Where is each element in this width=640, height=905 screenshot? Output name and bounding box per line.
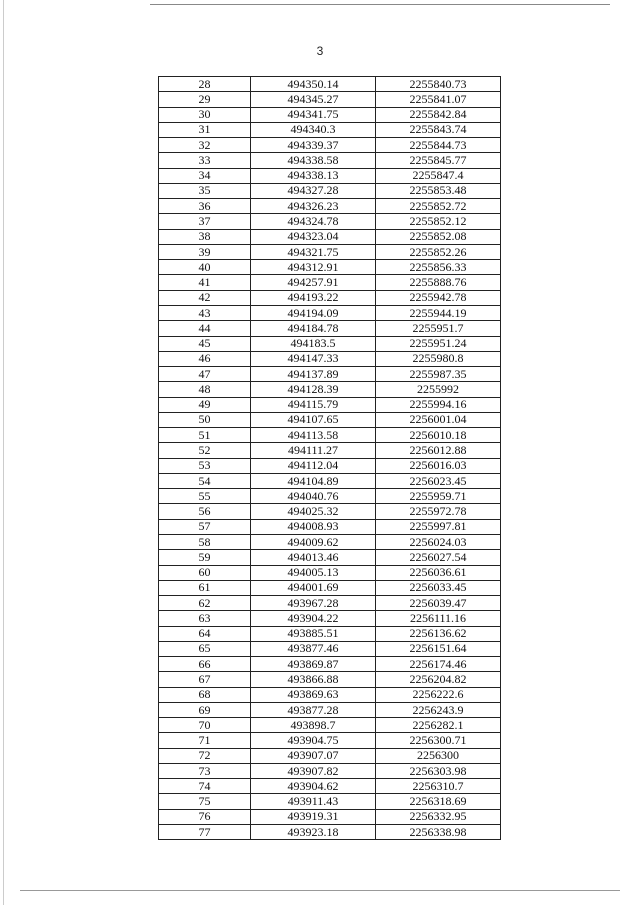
table-row [159, 748, 501, 763]
table-row [159, 107, 501, 122]
x-coordinate-cell: 494025.32 [251, 504, 376, 519]
x-coordinate-cell: 494040.76 [251, 489, 376, 504]
point-number-cell: 77 [159, 825, 251, 840]
point-number-cell: 32 [159, 138, 251, 153]
y-coordinate-cell: 2256033.45 [376, 580, 501, 595]
y-coordinate-cell: 2255852.72 [376, 199, 501, 214]
table-row [159, 565, 501, 580]
point-number-cell: 36 [159, 199, 251, 214]
x-coordinate-cell: 494013.46 [251, 550, 376, 565]
x-coordinate-cell: 494009.62 [251, 534, 376, 549]
x-coordinate-cell: 493877.46 [251, 641, 376, 656]
point-number-cell: 71 [159, 733, 251, 748]
point-number-cell: 61 [159, 580, 251, 595]
y-coordinate-cell: 2256036.61 [376, 565, 501, 580]
point-number-cell: 48 [159, 382, 251, 397]
bottom-scan-line [20, 890, 620, 891]
point-number-cell: 39 [159, 244, 251, 259]
point-number-cell: 64 [159, 626, 251, 641]
point-number-cell: 63 [159, 611, 251, 626]
point-number-cell: 34 [159, 168, 251, 183]
x-coordinate-cell: 494312.91 [251, 260, 376, 275]
x-coordinate-cell: 493869.87 [251, 657, 376, 672]
x-coordinate-cell: 494345.27 [251, 92, 376, 107]
table-row [159, 382, 501, 397]
coordinates-table [158, 76, 501, 840]
y-coordinate-cell: 2255843.74 [376, 122, 501, 137]
x-coordinate-cell: 493885.51 [251, 626, 376, 641]
point-number-cell: 43 [159, 305, 251, 320]
table-row [159, 519, 501, 534]
y-coordinate-cell: 2256012.88 [376, 443, 501, 458]
point-number-cell: 57 [159, 519, 251, 534]
y-coordinate-cell: 2256338.98 [376, 825, 501, 840]
x-coordinate-cell: 493911.43 [251, 794, 376, 809]
y-coordinate-cell: 2255951.24 [376, 336, 501, 351]
table-row [159, 229, 501, 244]
y-coordinate-cell: 2256300.71 [376, 733, 501, 748]
x-coordinate-cell: 493967.28 [251, 596, 376, 611]
point-number-cell: 29 [159, 92, 251, 107]
y-coordinate-cell: 2256204.82 [376, 672, 501, 687]
point-number-cell: 45 [159, 336, 251, 351]
point-number-cell: 68 [159, 687, 251, 702]
table-row [159, 779, 501, 794]
table-row [159, 473, 501, 488]
x-coordinate-cell: 493904.22 [251, 611, 376, 626]
x-coordinate-cell: 494338.13 [251, 168, 376, 183]
y-coordinate-cell: 2256010.18 [376, 428, 501, 443]
y-coordinate-cell: 2255888.76 [376, 275, 501, 290]
table-row [159, 351, 501, 366]
x-coordinate-cell: 494193.22 [251, 290, 376, 305]
x-coordinate-cell: 493869.63 [251, 687, 376, 702]
y-coordinate-cell: 2255942.78 [376, 290, 501, 305]
point-number-cell: 55 [159, 489, 251, 504]
table-row [159, 534, 501, 549]
table-row [159, 443, 501, 458]
x-coordinate-cell: 493877.28 [251, 702, 376, 717]
point-number-cell: 28 [159, 77, 251, 92]
y-coordinate-cell: 2256016.03 [376, 458, 501, 473]
x-coordinate-cell: 494350.14 [251, 77, 376, 92]
point-number-cell: 76 [159, 809, 251, 824]
y-coordinate-cell: 2255856.33 [376, 260, 501, 275]
y-coordinate-cell: 2255994.16 [376, 397, 501, 412]
x-coordinate-cell: 494104.89 [251, 473, 376, 488]
y-coordinate-cell: 2255841.07 [376, 92, 501, 107]
y-coordinate-cell: 2255980.8 [376, 351, 501, 366]
table-row [159, 168, 501, 183]
y-coordinate-cell: 2256310.7 [376, 779, 501, 794]
y-coordinate-cell: 2256039.47 [376, 596, 501, 611]
x-coordinate-cell: 494112.04 [251, 458, 376, 473]
x-coordinate-cell: 494321.75 [251, 244, 376, 259]
x-coordinate-cell: 493904.75 [251, 733, 376, 748]
y-coordinate-cell: 2256243.9 [376, 702, 501, 717]
point-number-cell: 54 [159, 473, 251, 488]
x-coordinate-cell: 494324.78 [251, 214, 376, 229]
point-number-cell: 70 [159, 718, 251, 733]
x-coordinate-cell: 494147.33 [251, 351, 376, 366]
x-coordinate-cell: 494339.37 [251, 138, 376, 153]
top-scan-line [150, 4, 610, 5]
table-row [159, 305, 501, 320]
point-number-cell: 66 [159, 657, 251, 672]
point-number-cell: 46 [159, 351, 251, 366]
point-number-cell: 44 [159, 321, 251, 336]
point-number-cell: 69 [159, 702, 251, 717]
table-row [159, 687, 501, 702]
table-row [159, 428, 501, 443]
y-coordinate-cell: 2256282.1 [376, 718, 501, 733]
point-number-cell: 47 [159, 367, 251, 382]
y-coordinate-cell: 2255997.81 [376, 519, 501, 534]
table-row [159, 641, 501, 656]
y-coordinate-cell: 2255852.12 [376, 214, 501, 229]
table-row [159, 260, 501, 275]
y-coordinate-cell: 2256332.95 [376, 809, 501, 824]
table-row [159, 244, 501, 259]
x-coordinate-cell: 494326.23 [251, 199, 376, 214]
point-number-cell: 52 [159, 443, 251, 458]
table-row [159, 336, 501, 351]
point-number-cell: 42 [159, 290, 251, 305]
x-coordinate-cell: 494327.28 [251, 183, 376, 198]
point-number-cell: 60 [159, 565, 251, 580]
y-coordinate-cell: 2255845.77 [376, 153, 501, 168]
point-number-cell: 65 [159, 641, 251, 656]
table-row [159, 794, 501, 809]
table-row [159, 550, 501, 565]
point-number-cell: 72 [159, 748, 251, 763]
point-number-cell: 53 [159, 458, 251, 473]
table-row [159, 77, 501, 92]
table-row [159, 718, 501, 733]
y-coordinate-cell: 2255987.35 [376, 367, 501, 382]
point-number-cell: 67 [159, 672, 251, 687]
point-number-cell: 37 [159, 214, 251, 229]
table-row [159, 458, 501, 473]
x-coordinate-cell: 494001.69 [251, 580, 376, 595]
point-number-cell: 74 [159, 779, 251, 794]
table-row [159, 611, 501, 626]
x-coordinate-cell: 494341.75 [251, 107, 376, 122]
x-coordinate-cell: 494115.79 [251, 397, 376, 412]
left-scan-line [3, 0, 4, 905]
point-number-cell: 40 [159, 260, 251, 275]
y-coordinate-cell: 2256027.54 [376, 550, 501, 565]
x-coordinate-cell: 494323.04 [251, 229, 376, 244]
y-coordinate-cell: 2255842.84 [376, 107, 501, 122]
x-coordinate-cell: 494338.58 [251, 153, 376, 168]
point-number-cell: 56 [159, 504, 251, 519]
y-coordinate-cell: 2256024.03 [376, 534, 501, 549]
y-coordinate-cell: 2256318.69 [376, 794, 501, 809]
y-coordinate-cell: 2256001.04 [376, 412, 501, 427]
table-row [159, 183, 501, 198]
point-number-cell: 41 [159, 275, 251, 290]
y-coordinate-cell: 2256222.6 [376, 687, 501, 702]
y-coordinate-cell: 2255853.48 [376, 183, 501, 198]
y-coordinate-cell: 2256111.16 [376, 611, 501, 626]
y-coordinate-cell: 2256023.45 [376, 473, 501, 488]
y-coordinate-cell: 2255959.71 [376, 489, 501, 504]
point-number-cell: 49 [159, 397, 251, 412]
table-row [159, 321, 501, 336]
x-coordinate-cell: 494184.78 [251, 321, 376, 336]
table-row [159, 412, 501, 427]
x-coordinate-cell: 493919.31 [251, 809, 376, 824]
point-number-cell: 62 [159, 596, 251, 611]
x-coordinate-cell: 494194.09 [251, 305, 376, 320]
table-row [159, 138, 501, 153]
point-number-cell: 38 [159, 229, 251, 244]
table-row [159, 702, 501, 717]
x-coordinate-cell: 494128.39 [251, 382, 376, 397]
x-coordinate-cell: 494107.65 [251, 412, 376, 427]
coordinates-table-body [159, 77, 501, 840]
y-coordinate-cell: 2256136.62 [376, 626, 501, 641]
point-number-cell: 30 [159, 107, 251, 122]
y-coordinate-cell: 2255992 [376, 382, 501, 397]
point-number-cell: 33 [159, 153, 251, 168]
y-coordinate-cell: 2256151.64 [376, 641, 501, 656]
x-coordinate-cell: 494137.89 [251, 367, 376, 382]
table-row [159, 672, 501, 687]
table-row [159, 214, 501, 229]
x-coordinate-cell: 493898.7 [251, 718, 376, 733]
y-coordinate-cell: 2255852.08 [376, 229, 501, 244]
x-coordinate-cell: 493907.07 [251, 748, 376, 763]
table-row [159, 580, 501, 595]
table-row [159, 290, 501, 305]
x-coordinate-cell: 494111.27 [251, 443, 376, 458]
table-row [159, 275, 501, 290]
table-row [159, 626, 501, 641]
y-coordinate-cell: 2255844.73 [376, 138, 501, 153]
table-row [159, 733, 501, 748]
table-row [159, 504, 501, 519]
point-number-cell: 51 [159, 428, 251, 443]
table-row [159, 199, 501, 214]
table-row [159, 763, 501, 778]
point-number-cell: 59 [159, 550, 251, 565]
y-coordinate-cell: 2255840.73 [376, 77, 501, 92]
x-coordinate-cell: 493904.62 [251, 779, 376, 794]
page-number: 3 [316, 44, 324, 58]
table-row [159, 92, 501, 107]
y-coordinate-cell: 2255847.4 [376, 168, 501, 183]
y-coordinate-cell: 2255951.7 [376, 321, 501, 336]
x-coordinate-cell: 494340.3 [251, 122, 376, 137]
y-coordinate-cell: 2255852.26 [376, 244, 501, 259]
y-coordinate-cell: 2255972.78 [376, 504, 501, 519]
point-number-cell: 35 [159, 183, 251, 198]
x-coordinate-cell: 494113.58 [251, 428, 376, 443]
point-number-cell: 31 [159, 122, 251, 137]
y-coordinate-cell: 2255944.19 [376, 305, 501, 320]
table-row [159, 367, 501, 382]
table-row [159, 825, 501, 840]
x-coordinate-cell: 494257.91 [251, 275, 376, 290]
point-number-cell: 75 [159, 794, 251, 809]
y-coordinate-cell: 2256174.46 [376, 657, 501, 672]
table-row [159, 153, 501, 168]
y-coordinate-cell: 2256303.98 [376, 763, 501, 778]
point-number-cell: 50 [159, 412, 251, 427]
x-coordinate-cell: 493923.18 [251, 825, 376, 840]
x-coordinate-cell: 494005.13 [251, 565, 376, 580]
table-row [159, 397, 501, 412]
y-coordinate-cell: 2256300 [376, 748, 501, 763]
table-row [159, 489, 501, 504]
table-row [159, 596, 501, 611]
x-coordinate-cell: 493907.82 [251, 763, 376, 778]
table-row [159, 122, 501, 137]
table-row [159, 657, 501, 672]
table-row [159, 809, 501, 824]
point-number-cell: 73 [159, 763, 251, 778]
x-coordinate-cell: 494008.93 [251, 519, 376, 534]
x-coordinate-cell: 494183.5 [251, 336, 376, 351]
point-number-cell: 58 [159, 534, 251, 549]
x-coordinate-cell: 493866.88 [251, 672, 376, 687]
